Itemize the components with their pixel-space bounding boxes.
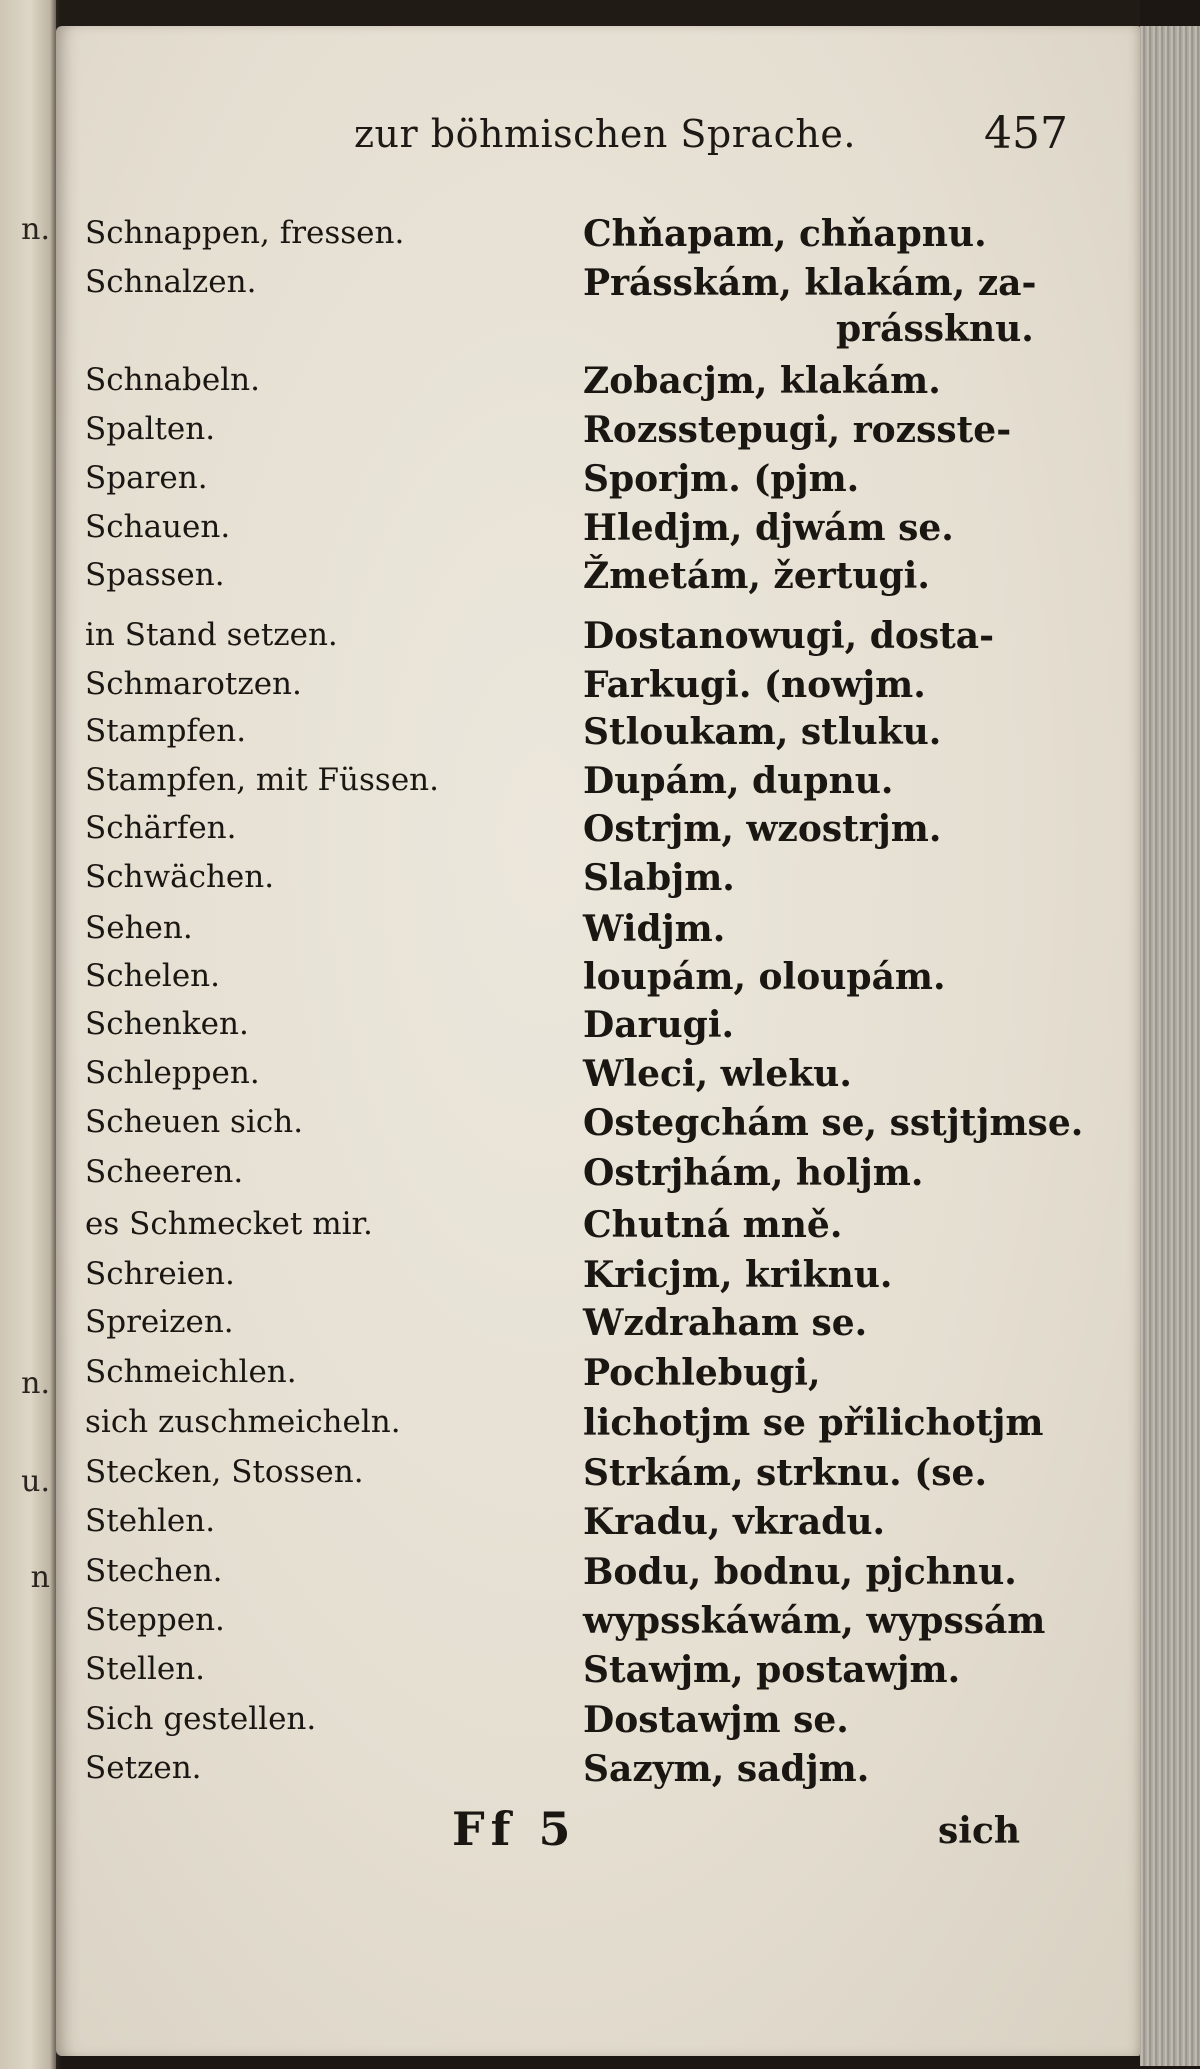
czech-term: Pochlebugi, xyxy=(583,1352,821,1394)
german-term: in Stand setzen. xyxy=(85,617,338,653)
facing-page-fragment: n. xyxy=(21,1366,50,1401)
czech-term: Hledjm, djwám se. xyxy=(583,507,954,549)
czech-term: Wleci, wleku. xyxy=(583,1053,852,1095)
german-term: Spalten. xyxy=(85,411,216,447)
facing-page-fragment: n xyxy=(30,1560,50,1595)
german-term: Schnabeln. xyxy=(85,362,260,398)
german-term: Schenken. xyxy=(85,1006,249,1042)
czech-term: Chňapam, chňapnu. xyxy=(583,213,987,255)
facing-page-fragment: u. xyxy=(21,1464,50,1499)
catchword: sich xyxy=(938,1810,1021,1852)
german-term: Stampfen, mit Füssen. xyxy=(85,762,439,798)
czech-term: Strkám, strknu. (se. xyxy=(583,1452,987,1494)
german-term: Schelen. xyxy=(85,958,220,994)
german-term: Sich gestellen. xyxy=(85,1701,317,1737)
czech-term: Ostrjm, wzostrjm. xyxy=(583,808,942,850)
czech-term: Prásskám, klakám, za- xyxy=(583,262,1037,304)
czech-term: loupám, oloupám. xyxy=(583,956,946,998)
czech-term: Darugi. xyxy=(583,1004,735,1046)
czech-term: Wzdraham se. xyxy=(583,1302,868,1344)
german-term: Schmeichlen. xyxy=(85,1354,297,1390)
german-term: Schauen. xyxy=(85,509,231,545)
czech-term: Ostegchám se, sstjtjmse. xyxy=(583,1102,1084,1144)
czech-term: Kricjm, kriknu. xyxy=(583,1254,893,1296)
german-term: Schnappen, fressen. xyxy=(85,215,405,251)
czech-term: Widjm. xyxy=(583,908,726,950)
czech-term: Dostawjm se. xyxy=(583,1699,849,1741)
signature-mark: Ff 5 xyxy=(452,1802,577,1856)
german-term: Sparen. xyxy=(85,460,208,496)
german-term: Setzen. xyxy=(85,1750,202,1786)
czech-term: Zobacjm, klakám. xyxy=(583,360,941,402)
facing-page-fragment: n. xyxy=(21,212,50,247)
german-term: Schmarotzen. xyxy=(85,666,302,702)
czech-term: Žmetám, žertugi. xyxy=(583,555,930,597)
czech-term: Ostrjhám, holjm. xyxy=(583,1152,924,1194)
german-term: Schwächen. xyxy=(85,859,275,895)
czech-term: Chutná mně. xyxy=(583,1204,843,1246)
german-term: Stampfen. xyxy=(85,713,247,749)
czech-term: wypsskáwám, wypssám xyxy=(583,1600,1046,1642)
german-term: Stecken, Stossen. xyxy=(85,1454,364,1490)
czech-term: Stloukam, stluku. xyxy=(583,711,942,753)
running-title: zur böhmischen Sprache. xyxy=(354,112,856,156)
german-term: Schnalzen. xyxy=(85,264,257,300)
czech-term: Bodu, bodnu, pjchnu. xyxy=(583,1551,1017,1593)
czech-term: Slabjm. xyxy=(583,857,735,899)
german-term: Schärfen. xyxy=(85,810,237,846)
german-term: Schleppen. xyxy=(85,1055,260,1091)
german-term: Scheuen sich. xyxy=(85,1104,304,1140)
czech-term: Dostanowugi, dosta- xyxy=(583,615,995,657)
czech-term: Farkugi. (nowjm. xyxy=(583,664,926,706)
german-term: es Schmecket mir. xyxy=(85,1206,373,1242)
czech-term: Dupám, dupnu. xyxy=(583,760,894,802)
german-term: Stellen. xyxy=(85,1651,206,1687)
german-term: Stechen. xyxy=(85,1553,223,1589)
czech-term: Stawjm, postawjm. xyxy=(583,1649,961,1691)
german-term: Sehen. xyxy=(85,910,193,946)
german-term: Spreizen. xyxy=(85,1304,234,1340)
czech-term: lichotjm se přilichotjm xyxy=(583,1402,1044,1444)
german-term: Stehlen. xyxy=(85,1503,216,1539)
czech-term: Kradu, vkradu. xyxy=(583,1501,886,1543)
page-number: 457 xyxy=(984,108,1068,159)
czech-term: Sporjm. (pjm. xyxy=(583,458,860,500)
german-term: Spassen. xyxy=(85,557,225,593)
czech-term: Sazym, sadjm. xyxy=(583,1748,870,1790)
german-term: Schreien. xyxy=(85,1256,235,1292)
german-term: Steppen. xyxy=(85,1602,225,1638)
german-term: sich zuschmeicheln. xyxy=(85,1404,401,1440)
czech-term-continuation: prássknu. xyxy=(836,308,1034,350)
german-term: Scheeren. xyxy=(85,1154,244,1190)
czech-term: Rozsstepugi, rozsste- xyxy=(583,409,1012,451)
